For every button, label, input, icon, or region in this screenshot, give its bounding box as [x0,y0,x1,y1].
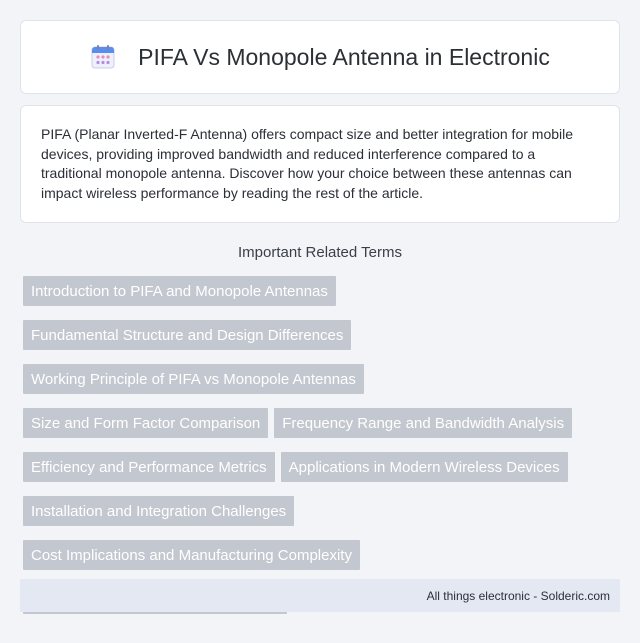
term-chip[interactable]: Applications in Modern Wireless Devices [281,452,568,482]
terms-heading: Important Related Terms [238,244,402,261]
calendar-icon [90,44,116,70]
summary-card [20,105,620,223]
term-chip[interactable]: Cost Implications and Manufacturing Complexity [23,540,360,570]
term-chip[interactable]: Size and Form Factor Comparison [23,408,268,438]
term-chip[interactable]: Efficiency and Performance Metrics [23,452,275,482]
terms-list [23,276,620,614]
page-title: PIFA Vs Monopole Antenna in Electronic [138,43,550,70]
term-chip[interactable]: Frequency Range and Bandwidth Analysis [274,408,572,438]
footer-bar [20,579,620,612]
header-card [20,20,620,94]
footer-text: All things electronic - Solderic.com [426,588,610,603]
term-chip[interactable]: Installation and Integration Challenges [23,496,294,526]
term-chip[interactable]: Working Principle of PIFA vs Monopole Antennas [23,364,364,394]
summary-text: PIFA (Planar Inverted-F Antenna) offers compact size and better integration for mobile devices, providing improved bandwidth and reduced interference compared to a traditional monopole antenna. Discover how your choice between these antennas can impact wireless performance by reading the rest of the article. [41,126,574,201]
term-chip[interactable]: Introduction to PIFA and Monopole Antennas [23,276,336,306]
term-chip[interactable]: Fundamental Structure and Design Differences [23,320,351,350]
